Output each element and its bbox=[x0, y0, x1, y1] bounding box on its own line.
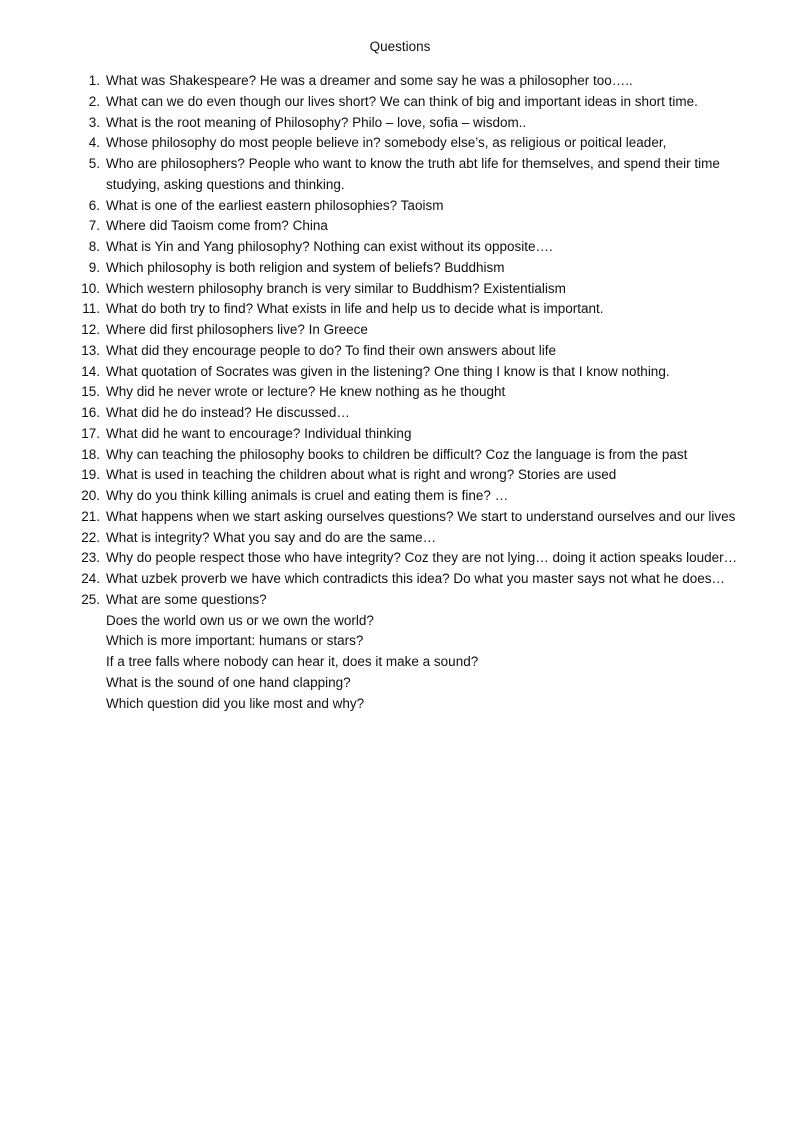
question-number: 23. bbox=[81, 550, 100, 566]
question-text: Why did he never wrote or lecture? He knew nothing as he thought bbox=[106, 384, 506, 400]
question-item bbox=[76, 92, 746, 113]
question-item bbox=[76, 320, 746, 341]
question-number: 6. bbox=[88, 197, 100, 213]
question-item bbox=[76, 216, 746, 237]
sub-question-item: If a tree falls where nobody can hear it, does it make a sound? bbox=[106, 654, 479, 669]
question-item bbox=[76, 258, 746, 279]
question-text: What uzbek proverb we have which contradicts this idea? Do what you master says not what he does… bbox=[106, 571, 726, 586]
question-text: Which western philosophy branch is very similar to Buddhism? Existentialism bbox=[106, 280, 566, 296]
question-item bbox=[76, 237, 746, 258]
question-text: Where did first philosophers live? In Greece bbox=[106, 322, 368, 337]
question-number: 5. bbox=[88, 156, 100, 171]
sub-question-item: Which is more important: humans or stars? bbox=[106, 633, 364, 649]
question-item bbox=[76, 528, 746, 549]
page-title: Questions bbox=[369, 39, 431, 54]
question-number: 13. bbox=[81, 342, 100, 358]
question-item bbox=[76, 465, 746, 486]
question-number: 18. bbox=[81, 446, 100, 462]
question-item bbox=[76, 154, 746, 196]
question-number: 21. bbox=[81, 508, 100, 524]
question-text: What is one of the earliest eastern philosophies? Taoism bbox=[106, 197, 444, 213]
sub-question-item: Does the world own us or we own the world? bbox=[106, 612, 374, 628]
question-item bbox=[76, 548, 746, 569]
question-number: 22. bbox=[81, 529, 100, 545]
question-number: 2. bbox=[88, 93, 100, 109]
question-list bbox=[76, 71, 746, 714]
question-number: 8. bbox=[88, 239, 100, 254]
question-item bbox=[76, 424, 746, 445]
question-text: What do both try to find? What exists in life and help us to decide what is important. bbox=[106, 301, 604, 317]
question-item bbox=[76, 445, 746, 466]
question-item bbox=[76, 196, 746, 217]
question-text: What was Shakespeare? He was a dreamer and some say he was a philosopher too….. bbox=[106, 73, 633, 88]
question-item bbox=[76, 279, 746, 300]
question-text: Who are philosophers? People who want to know the truth abt life for themselves, and spend their time studying, asking questions and thinking. bbox=[106, 156, 720, 192]
question-item bbox=[76, 113, 746, 134]
question-text: What did they encourage people to do? To find their own answers about life bbox=[106, 342, 557, 358]
question-number: 24. bbox=[81, 571, 100, 586]
question-number: 10. bbox=[81, 280, 100, 296]
question-number: 25. bbox=[81, 591, 100, 607]
question-item bbox=[76, 71, 746, 92]
question-text: What are some questions? bbox=[106, 591, 267, 607]
question-number: 14. bbox=[81, 363, 100, 379]
question-text: What is integrity? What you say and do are the same… bbox=[106, 529, 437, 545]
question-item bbox=[76, 403, 746, 424]
question-item bbox=[76, 133, 746, 154]
question-number: 7. bbox=[88, 218, 100, 234]
question-item bbox=[76, 590, 746, 715]
question-text: Which philosophy is both religion and system of beliefs? Buddhism bbox=[106, 259, 505, 275]
question-item bbox=[76, 382, 746, 403]
sub-question-list bbox=[106, 611, 746, 715]
question-text: What can we do even though our lives short? We can think of big and important ideas in short time. bbox=[106, 93, 698, 109]
question-number: 11. bbox=[82, 301, 100, 317]
question-item bbox=[76, 507, 746, 528]
question-text: What is used in teaching the children about what is right and wrong? Stories are used bbox=[106, 467, 617, 483]
question-text: Where did Taoism come from? China bbox=[106, 218, 328, 234]
question-item bbox=[76, 362, 746, 383]
question-text: What did he do instead? He discussed… bbox=[106, 405, 350, 420]
question-item bbox=[76, 486, 746, 507]
question-item bbox=[76, 341, 746, 362]
question-item bbox=[76, 569, 746, 590]
question-number: 4. bbox=[88, 135, 100, 151]
question-text: Why do you think killing animals is cruel and eating them is fine? … bbox=[106, 488, 509, 503]
question-item bbox=[76, 299, 746, 320]
question-text: What is Yin and Yang philosophy? Nothing can exist without its opposite…. bbox=[106, 239, 553, 254]
question-text: What happens when we start asking ourselves questions? We start to understand ourselves and our lives bbox=[106, 508, 736, 524]
question-number: 19. bbox=[81, 467, 100, 483]
question-text: What is the root meaning of Philosophy? Philo – love, sofia – wisdom.. bbox=[106, 114, 527, 130]
question-text: Whose philosophy do most people believe in? somebody else’s, as religious or poitical leader, bbox=[106, 135, 667, 151]
question-number: 3. bbox=[88, 114, 100, 130]
question-text: Why do people respect those who have integrity? Coz they are not lying… doing it action speaks louder… bbox=[106, 550, 738, 566]
question-number: 15. bbox=[81, 384, 100, 400]
sub-question-item: Which question did you like most and why? bbox=[106, 695, 365, 711]
question-number: 1. bbox=[88, 73, 100, 88]
question-number: 17. bbox=[81, 425, 100, 441]
question-number: 16. bbox=[81, 405, 100, 420]
question-number: 9. bbox=[88, 259, 100, 275]
sub-question-item: What is the sound of one hand clapping? bbox=[106, 674, 351, 690]
question-number: 12. bbox=[81, 322, 100, 337]
question-text: What did he want to encourage? Individual thinking bbox=[106, 425, 412, 441]
question-text: What quotation of Socrates was given in the listening? One thing I know is that I know nothing. bbox=[106, 363, 670, 379]
question-number: 20. bbox=[81, 488, 100, 503]
question-text: Why can teaching the philosophy books to children be difficult? Coz the language is from the past bbox=[106, 446, 688, 462]
